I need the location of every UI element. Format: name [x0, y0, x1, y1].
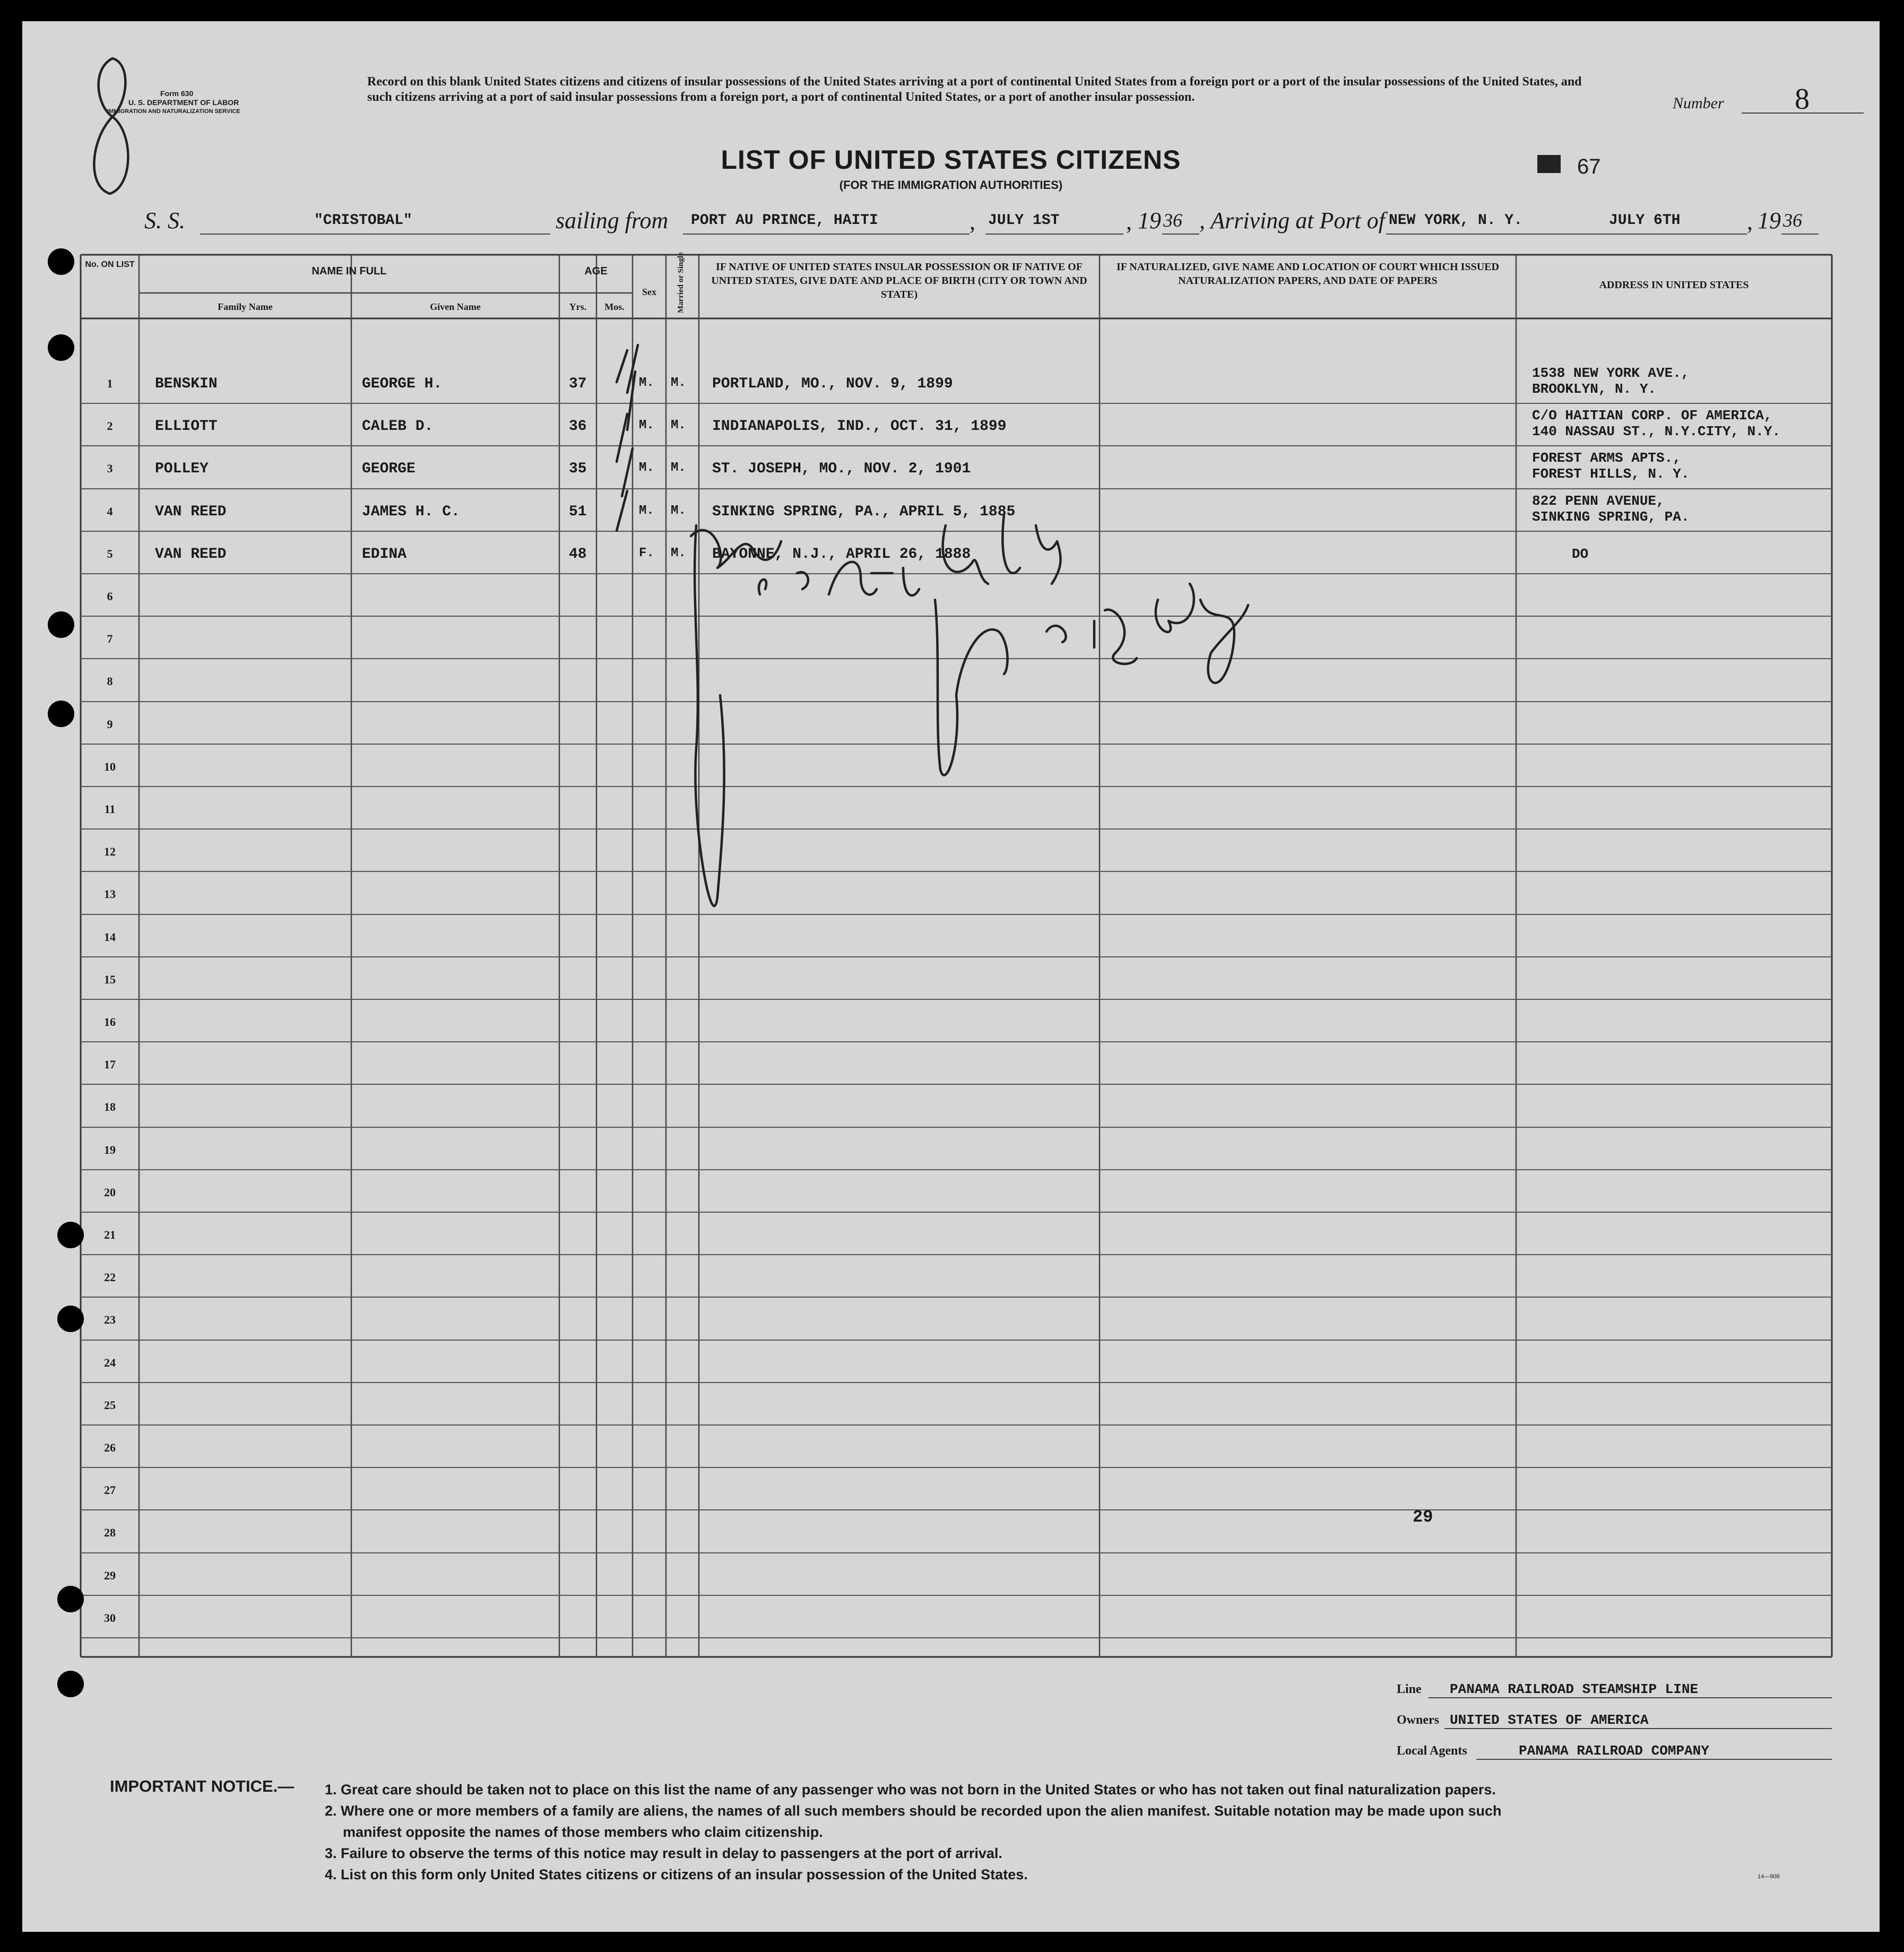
sailing-label: sailing from — [556, 208, 669, 234]
given-name-cell: EDINA — [362, 546, 407, 563]
arrival-date: JULY 6TH — [1609, 212, 1681, 229]
binder-hole — [48, 701, 74, 727]
row-number: 19 — [104, 1143, 116, 1156]
agents-value: PANAMA RAILROAD COMPANY — [1519, 1743, 1709, 1759]
age-years-cell: 51 — [569, 504, 587, 520]
row-number: 7 — [107, 632, 113, 645]
stray-number: 29 — [1413, 1507, 1433, 1527]
binder-hole — [57, 1586, 84, 1612]
sex-cell: F. — [639, 546, 654, 560]
family-name-cell: ELLIOTT — [155, 418, 218, 435]
notice-item-1: 1. Great care should be taken not to place on this list the name of any passenger who was not born in the United States or who has not taken out final naturalization papers. — [325, 1782, 1496, 1798]
row-number: 3 — [107, 462, 113, 475]
header-place-of-birth: IF NATIVE OF UNITED STATES INSULAR POSSESSION OR IF NATIVE OF UNITED STATES, GIVE DATE AND PLACE OF BIRTH (CITY OR TOWN AND STATE) — [711, 261, 1087, 300]
row-number: 17 — [104, 1058, 116, 1071]
manifest-sheet: Form 630 U. S. DEPARTMENT OF LABOR IMMIGRATION AND NATURALIZATION SERVICE Record on this blank United States citizens and citizens of insular possessions of the United States arriving at a port of continental United States from a foreign port or a port of the insular possessions of the United States, and such citizens arriving at a port of said insular possessions from a foreign port, a port of continental United States, or a port of another insular possession. Number 8 LIST OF UNITED STATES CITIZENS (FOR THE IMMIGRATION AUTHORITIES) 67 S. S. "CRISTOBAL" sailing from PORT AU PRINCE, HAITI , JULY 1ST , 19 36 , Arriving at Port of NEW YORK, N. Y. JULY 6TH , 19 36 No. ON LIST NAME IN FULL Family Name Given Name AGE Yrs. Mos. Sex Married or Single IF NATIVE OF UNITED STATES INSULAR POSSESSION OR IF NATIVE OF UNITED STATES, GIVE DATE AND PLACE OF BIRTH (CITY OR TOWN AND STATE) IF NATURALIZED, GIVE NAME AND LOCATION OF COURT WHICH ISSUED NATURALIZATION PAPERS, AND DATE OF PAPERS ADDRESS IN UNITED STATES 1 2 3 4 5 6 7 8 9 10 11 12 13 14 15 16 17 18 19 20 21 22 23 24 25 26 27 28 29 30 BENSKIN GEORGE H. 37 M. M. PORTLAND, MO., NOV. 9, 1899 1538 NEW YORK AVE., BROOKLYN, N. Y. ELLIOTT CALEB D. 36 M. M. INDIANAPOLIS, IND., OCT. 31, 1899 C/O HAITIAN CORP. OF AMERICA, 140 NASSAU ST., N.Y.CITY, N.Y. POLLEY GEORGE 35 M. M. ST. JOSEPH, MO., NOV. 2, 1901 FOREST ARMS APTS., FOREST HILLS, N. Y. VAN REED JAMES H. C. 51 M. M. SINKING SPRING, PA., APRIL 5, 1885 822 PENN AVENUE, SINKING SPRING, PA. VAN REED EDINA 48 F. M. BAYONNE, N.J., APRIL 26, 1888 DO 29 Line PANAMA RAILROAD STEAMSHIP LINE Owners UNITED STATES OF AMERICA Local Agents PANAMA RAILROAD COMPANY IMPORTANT NOTICE.— 1. Great care should be taken not to place on this list the name of any passenger who was not born in the United States or who has not taken out final naturalization papers. 2. Where one or more members of a family are aliens, the names of all such members should be recorded upon the alien manifest. Suitable notation may be made upon such manifest opposite the names of those members who claim citizenship. 3. Failure to observe the terms of this notice may result in delay to passengers at the port of arrival. 4. List on this form only United States citizens or citizens of an insular possession of the United States. 14—908 — [22, 21, 1880, 1932]
binder-hole — [57, 1671, 84, 1697]
sex-cell: M. — [639, 461, 654, 475]
binder-hole — [48, 334, 74, 361]
given-name-cell: CALEB D. — [362, 418, 434, 435]
page-title: LIST OF UNITED STATES CITIZENS — [721, 145, 1181, 175]
birth-place-date-cell: PORTLAND, MO., NOV. 9, 1899 — [712, 376, 953, 392]
row-number: 10 — [104, 760, 116, 773]
family-name-cell: BENSKIN — [155, 376, 218, 392]
service: IMMIGRATION AND NATURALIZATION SERVICE — [107, 108, 240, 115]
age-years-cell: 48 — [569, 546, 587, 563]
header-age: AGE — [584, 265, 608, 277]
line-value: PANAMA RAILROAD STEAMSHIP LINE — [1450, 1681, 1699, 1697]
sail-year-prefix: 19 — [1138, 208, 1161, 234]
form-number: Form 630 — [160, 89, 194, 98]
given-name-cell: GEORGE — [362, 461, 416, 477]
family-name-cell: POLLEY — [155, 461, 209, 477]
row-number: 2 — [107, 419, 113, 433]
header-given-name: Given Name — [430, 301, 481, 312]
binder-hole — [48, 611, 74, 638]
from-port: PORT AU PRINCE, HAITI — [691, 212, 878, 229]
agents-label: Local Agents — [1397, 1744, 1467, 1758]
notice-heading: IMPORTANT NOTICE.— — [110, 1777, 295, 1795]
header-naturalization: IF NATURALIZED, GIVE NAME AND LOCATION OF COURT WHICH ISSUED NATURALIZATION PAPERS, AND DATE OF PAPERS — [1117, 261, 1499, 287]
row-number: 24 — [104, 1356, 116, 1369]
number-value: 8 — [1795, 83, 1810, 116]
header-address: ADDRESS IN UNITED STATES — [1599, 279, 1749, 291]
notice-item-3: 3. Failure to observe the terms of this notice may result in delay to passengers at the port of arrival. — [325, 1845, 1002, 1861]
row-number: 23 — [104, 1313, 116, 1326]
binder-hole — [57, 1222, 84, 1248]
owners-label: Owners — [1397, 1713, 1439, 1727]
address-line-1: 822 PENN AVENUE, — [1532, 493, 1665, 509]
address-line-2: BROOKLYN, N. Y. — [1532, 381, 1657, 397]
notice-list — [325, 1779, 1864, 1885]
row-number: 14 — [104, 930, 116, 944]
birth-place-date-cell: ST. JOSEPH, MO., NOV. 2, 1901 — [712, 461, 971, 477]
instruction-text: Record on this blank United States citizens and citizens of insular possessions of the United States arriving at a port of continental United States from a foreign port or a port of the insular possessions of the United States, and such citizens arriving at a port of said insular possessions from a foreign port, a port of continental United States, or a port of another insular possession. — [367, 75, 1582, 104]
row-number: 11 — [104, 802, 116, 816]
notice-item-2: 2. Where one or more members of a family are aliens, the names of all such members should be recorded upon the alien manifest. Suitable notation may be made upon such — [325, 1803, 1502, 1819]
sex-cell: M. — [639, 418, 654, 433]
notice-item-4: 4. List on this form only United States citizens or citizens of an insular possession of the United States. — [325, 1867, 1028, 1882]
header-no-on-list: No. ON LIST — [85, 260, 135, 269]
row-number: 25 — [104, 1398, 116, 1412]
number-label: Number — [1673, 94, 1724, 112]
sex-cell: M. — [639, 504, 654, 518]
row-number: 26 — [104, 1441, 116, 1454]
page-subtitle: (FOR THE IMMIGRATION AUTHORITIES) — [839, 178, 1063, 192]
handwritten-annotation — [638, 494, 1253, 945]
row-number: 29 — [104, 1569, 116, 1582]
row-number: 4 — [107, 505, 113, 518]
sail-date: JULY 1ST — [988, 212, 1060, 229]
row-number: 12 — [104, 845, 116, 858]
bottom-code: 14—908 — [1758, 1873, 1780, 1880]
address-line-1: DO — [1572, 546, 1589, 562]
header-sex: Sex — [642, 287, 656, 297]
row-number: 30 — [104, 1611, 116, 1625]
row-number: 13 — [104, 887, 116, 901]
row-number: 27 — [104, 1483, 116, 1497]
address-line-1: C/O HAITIAN CORP. OF AMERICA, — [1532, 408, 1772, 424]
arrival-port: NEW YORK, N. Y. — [1389, 212, 1523, 229]
age-years-cell: 36 — [569, 418, 587, 435]
family-name-cell: VAN REED — [155, 546, 227, 563]
ss-label: S. S. — [144, 208, 185, 234]
row-number: 8 — [107, 675, 113, 688]
address-line-2: FOREST HILLS, N. Y. — [1532, 466, 1690, 482]
row-number: 28 — [104, 1526, 116, 1539]
given-name-cell: JAMES H. C. — [362, 504, 460, 520]
marital-status-cell: M. — [671, 461, 686, 475]
row-number: 9 — [107, 718, 113, 731]
marital-status-cell: M. — [671, 376, 686, 390]
age-years-cell: 35 — [569, 461, 587, 477]
ship-name: "CRISTOBAL" — [314, 212, 412, 229]
owners-value: UNITED STATES OF AMERICA — [1450, 1712, 1649, 1728]
marital-status-cell: M. — [671, 504, 686, 518]
row-number: 18 — [104, 1100, 116, 1113]
stamp-number: 67 — [1577, 155, 1601, 178]
sail-year: 36 — [1163, 210, 1182, 231]
row-number: 15 — [104, 973, 116, 986]
row-number: 5 — [107, 547, 113, 560]
notice-item-2-cont: manifest opposite the names of those members who claim citizenship. — [343, 1824, 823, 1840]
department: U. S. DEPARTMENT OF LABOR — [128, 98, 239, 107]
birth-place-date-cell: SINKING SPRING, PA., APRIL 5, 1885 — [712, 504, 1016, 520]
row-number: 16 — [104, 1015, 116, 1029]
row-number: 1 — [107, 377, 113, 390]
row-number: 22 — [104, 1271, 116, 1284]
address-line-2: 140 NASSAU ST., N.Y.CITY, N.Y. — [1532, 424, 1781, 439]
header-name-in-full: NAME IN FULL — [311, 265, 387, 277]
binder-hole — [57, 1306, 84, 1332]
arriving-label: , Arriving at Port of — [1199, 208, 1385, 234]
address-line-2: SINKING SPRING, PA. — [1532, 509, 1690, 525]
age-years-cell: 37 — [569, 376, 587, 392]
address-line-1: FOREST ARMS APTS., — [1532, 450, 1681, 466]
arrival-year-prefix: 19 — [1758, 208, 1781, 234]
arrival-year: 36 — [1783, 210, 1802, 231]
binder-hole — [48, 248, 74, 275]
header-married-or-single: Married or Single — [677, 252, 685, 313]
sex-cell: M. — [639, 376, 654, 390]
row-number: 20 — [104, 1186, 116, 1199]
header-yrs: Yrs. — [569, 301, 587, 312]
given-name-cell: GEORGE H. — [362, 376, 443, 392]
birth-place-date-cell: BAYONNE, N.J., APRIL 26, 1888 — [712, 546, 971, 563]
row-number: 21 — [104, 1228, 116, 1241]
address-line-1: 1538 NEW YORK AVE., — [1532, 365, 1690, 381]
birth-place-date-cell: INDIANAPOLIS, IND., OCT. 31, 1899 — [712, 418, 1007, 435]
header-mos: Mos. — [604, 301, 625, 312]
row-number: 6 — [107, 590, 113, 603]
marital-status-cell: M. — [671, 418, 686, 433]
marital-status-cell: M. — [671, 546, 686, 560]
line-label: Line — [1397, 1682, 1422, 1696]
family-name-cell: VAN REED — [155, 504, 227, 520]
header-family-name: Family Name — [218, 301, 273, 312]
